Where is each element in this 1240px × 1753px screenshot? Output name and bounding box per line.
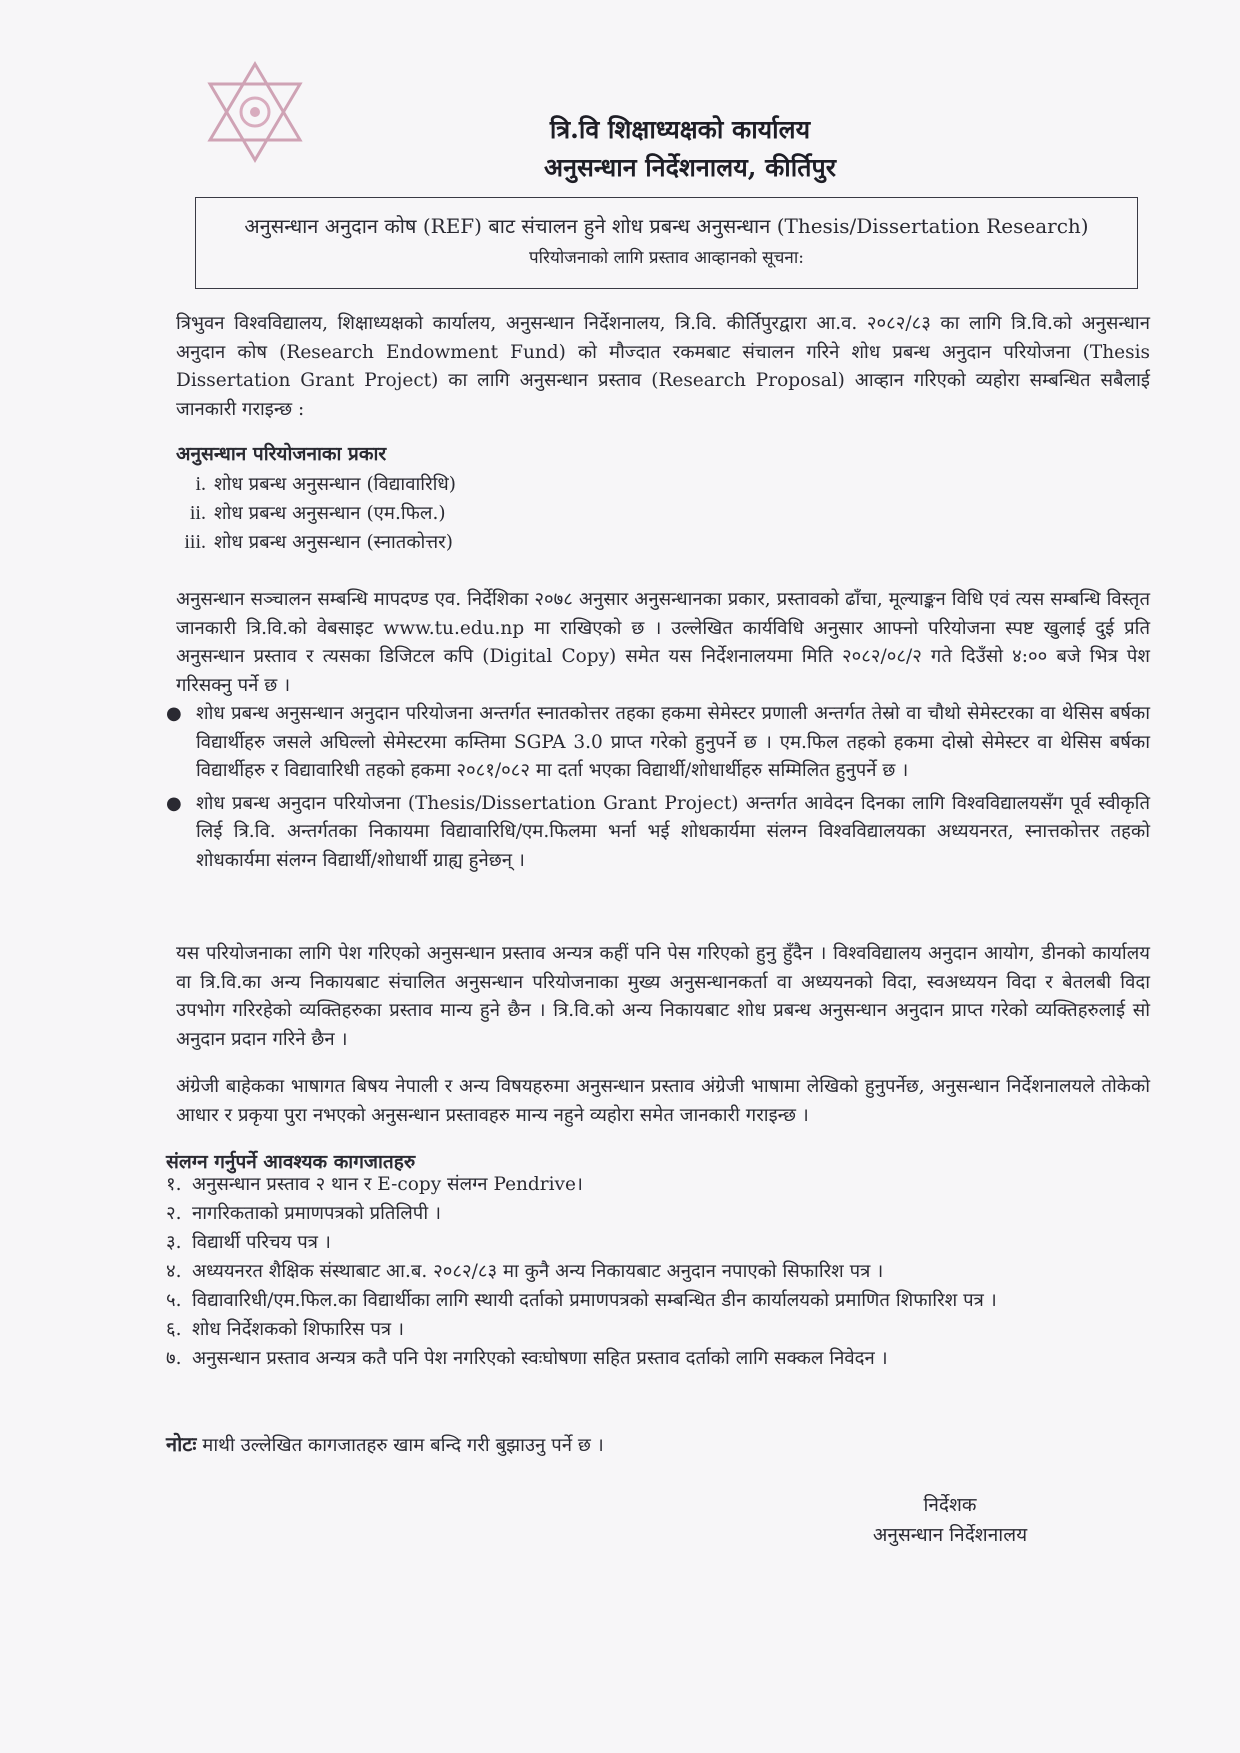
list-item: ३. विद्यार्थी परिचय पत्र ।: [166, 1232, 331, 1253]
bullet-icon: ●: [166, 703, 182, 724]
list-item: ● शोध प्रबन्ध अनुसन्धान अनुदान परियोजना अन्तर्गत स्नातकोत्तर तहका हकमा सेमेस्टर प्रणाली अन्तर्गत तेस्रो वा चौथो सेमेस्टरका वा थेसिस बर्षका विद्यार्थीहरु जसले अघिल्लो सेमेस्टरमा कम्तिमा SGPA 3.0 प्राप्त गरेको हुनुपर्ने छ । एम.फिल तहको हकमा दोस्रो सेमेस्टर वा थेसिस बर्षका विद्यार्थीहरु र विद्यावारिधी तहको हकमा २०८१/०८२ मा दर्ता भएका विद्यार्थी/शोधार्थीहरु सम्मिलित हुनुपर्ने छ ।: [166, 700, 1150, 786]
research-types-list: [180, 470, 456, 557]
list-item: २. नागरिकताको प्रमाणपत्रको प्रतिलिपी ।: [166, 1203, 442, 1224]
eligibility-paragraph: यस परियोजनाका लागि पेश गरिएको अनुसन्धान प्रस्ताव अन्यत्र कहीं पनि पेस गरिएको हुनु हुँदैन । विश्वविद्यालय अनुदान आयोग, डीनको कार्यालय वा त्रि.वि.का अन्य निकायबाट संचालित अनुसन्धान परियोजनाका मुख्य अनुसन्धानकर्ता वा अध्ययनको विदा, स्वअध्ययन विदा र बेतलबी विदा उपभोग गरिरहेको व्यक्तिहरुका प्रस्ताव मान्य हुने छैन । त्रि.वि.को अन्य निकायबाट शोध प्रबन्ध अनुसन्धान अनुदान प्राप्त गरेको व्यक्तिहरुलाई सो अनुदान प्रदान गरिने छैन ।: [176, 943, 1150, 1050]
note-label: नोटः: [166, 1432, 197, 1456]
documents-list: [166, 1170, 1150, 1373]
types-heading: अनुसन्धान परियोजनाका प्रकार: [176, 443, 387, 465]
notice-title-box: [195, 197, 1138, 289]
eligibility-bullets: [166, 700, 1150, 879]
note-text: माथी उल्लेखित कागजातहरु खाम बन्दि गरी बुझाउनु पर्ने छ ।: [202, 1435, 604, 1456]
documents-heading: संलग्न गर्नुपर्ने आवश्यक कागजातहरु: [166, 1151, 416, 1173]
bullet-icon: ●: [166, 792, 182, 814]
list-item: ७. अनुसन्धान प्रस्ताव अन्यत्र कतै पनि पेश नगरिएको स्वःघोषणा सहित प्रस्ताव दर्ताको लागि सक्कल निवेदन ।: [166, 1348, 888, 1369]
list-item: iii. शोध प्रबन्ध अनुसन्धान (स्नातकोत्तर): [184, 531, 453, 553]
directorate-title: अनुसन्धान निर्देशनालय, कीर्तिपुर: [544, 153, 836, 182]
office-title: त्रि.वि शिक्षाध्यक्षको कार्यालय: [549, 115, 811, 144]
note-line: [166, 1430, 604, 1457]
list-item: ii. शोध प्रबन्ध अनुसन्धान (एम.फिल.): [189, 502, 446, 524]
list-item: i. शोध प्रबन्ध अनुसन्धान (विद्यावारिधि): [195, 473, 457, 495]
intro-paragraph: त्रिभुवन विश्वविद्यालय, शिक्षाध्यक्षको कार्यालय, अनुसन्धान निर्देशनालय, त्रि.वि. कीर्तिपुरद्वारा आ.व. २०८२/८३ का लागि त्रि.वि.को अनुसन्धान अनुदान कोष (Research Endowment Fund) को मौज्दात रकमबाट संचालन गरिने शोध प्रबन्ध अनुदान परियोजना (Thesis Dissertation Grant Project) का लागि अनुसन्धान प्रस्ताव (Research Proposal) आव्हान गरिएको व्यहोरा सम्बन्धित सबैलाई जानकारी गराइन्छ :: [176, 313, 1150, 420]
signatory-title: निर्देशक: [923, 1494, 977, 1516]
signature-block: [800, 1490, 1100, 1550]
procedure-paragraph: अनुसन्धान सञ्चालन सम्बन्धि मापदण्ड एव. निर्देशिका २०७८ अनुसार अनुसन्धानका प्रकार, प्रस्तावको ढाँचा, मूल्याङ्कन विधि एवं त्यस सम्बन्धि विस्तृत जानकारी त्रि.वि.को वेबसाइट www.tu.edu.np मा राखिएको छ । उल्लेखित कार्यविधि अनुसार आफ्नो परियोजना स्पष्ट खुलाई दुई प्रति अनुसन्धान प्रस्ताव र त्यसका डिजिटल कपि (Digital Copy) समेत यस निर्देशनालयमा मिति २०८२/०८/२ गते दिउँसो ४:०० बजे भित्र पेश गरिसक्नु पर्ने छ ।: [176, 589, 1150, 696]
list-item: ● शोध प्रबन्ध अनुदान परियोजना (Thesis/Dissertation Grant Project) अन्तर्गत आवेदन दिनका लागि विश्वविद्यालयसँग पूर्व स्वीकृति लिई त्रि.वि. अन्तर्गतका निकायमा विद्यावारिधि/एम.फिलमा भर्ना भई शोधकार्यमा संलग्न विश्वविद्यालयका अध्ययनरत, स्नात्तकोत्तर तहको शोधकार्यमा संलग्न विद्यार्थी/शोधार्थी ग्राह्य हुनेछन् ।: [166, 790, 1150, 876]
list-item: ६. शोध निर्देशकको शिफारिस पत्र ।: [166, 1319, 404, 1340]
list-item: १. अनुसन्धान प्रस्ताव २ थान र E-copy संलग्न Pendrive।: [166, 1174, 583, 1195]
notice-subtitle: परियोजनाको लागि प्रस्ताव आव्हानको सूचना:: [529, 248, 804, 268]
language-paragraph: अंग्रेजी बाहेकका भाषागत बिषय नेपाली र अन्य विषयहरुमा अनुसन्धान प्रस्ताव अंग्रेजी भाषामा लेखिको हुनुपर्नेछ, अनुसन्धान निर्देशनालयले तोकेको आधार र प्रकृया पुरा नभएको अनुसन्धान प्रस्तावहरु मान्य नहुने व्यहोरा समेत जानकारी गराइन्छ ।: [176, 1076, 1150, 1126]
notice-title: अनुसन्धान अनुदान कोष (REF) बाट संचालन हुने शोध प्रबन्ध अनुसन्धान (Thesis/Dissertation Research): [244, 214, 1089, 238]
signatory-office: अनुसन्धान निर्देशनालय: [872, 1524, 1028, 1546]
list-item: ५. विद्यावारिधी/एम.फिल.का विद्यार्थीका लागि स्थायी दर्ताको प्रमाणपत्रको सम्बन्धित डीन कार्यालयको प्रमाणित शिफारिश पत्र ।: [166, 1290, 997, 1311]
list-item: ४. अध्ययनरत शैक्षिक संस्थाबाट आ.ब. २०८२/८३ मा कुनै अन्य निकायबाट अनुदान नपाएको सिफारिश पत्र ।: [166, 1261, 884, 1282]
